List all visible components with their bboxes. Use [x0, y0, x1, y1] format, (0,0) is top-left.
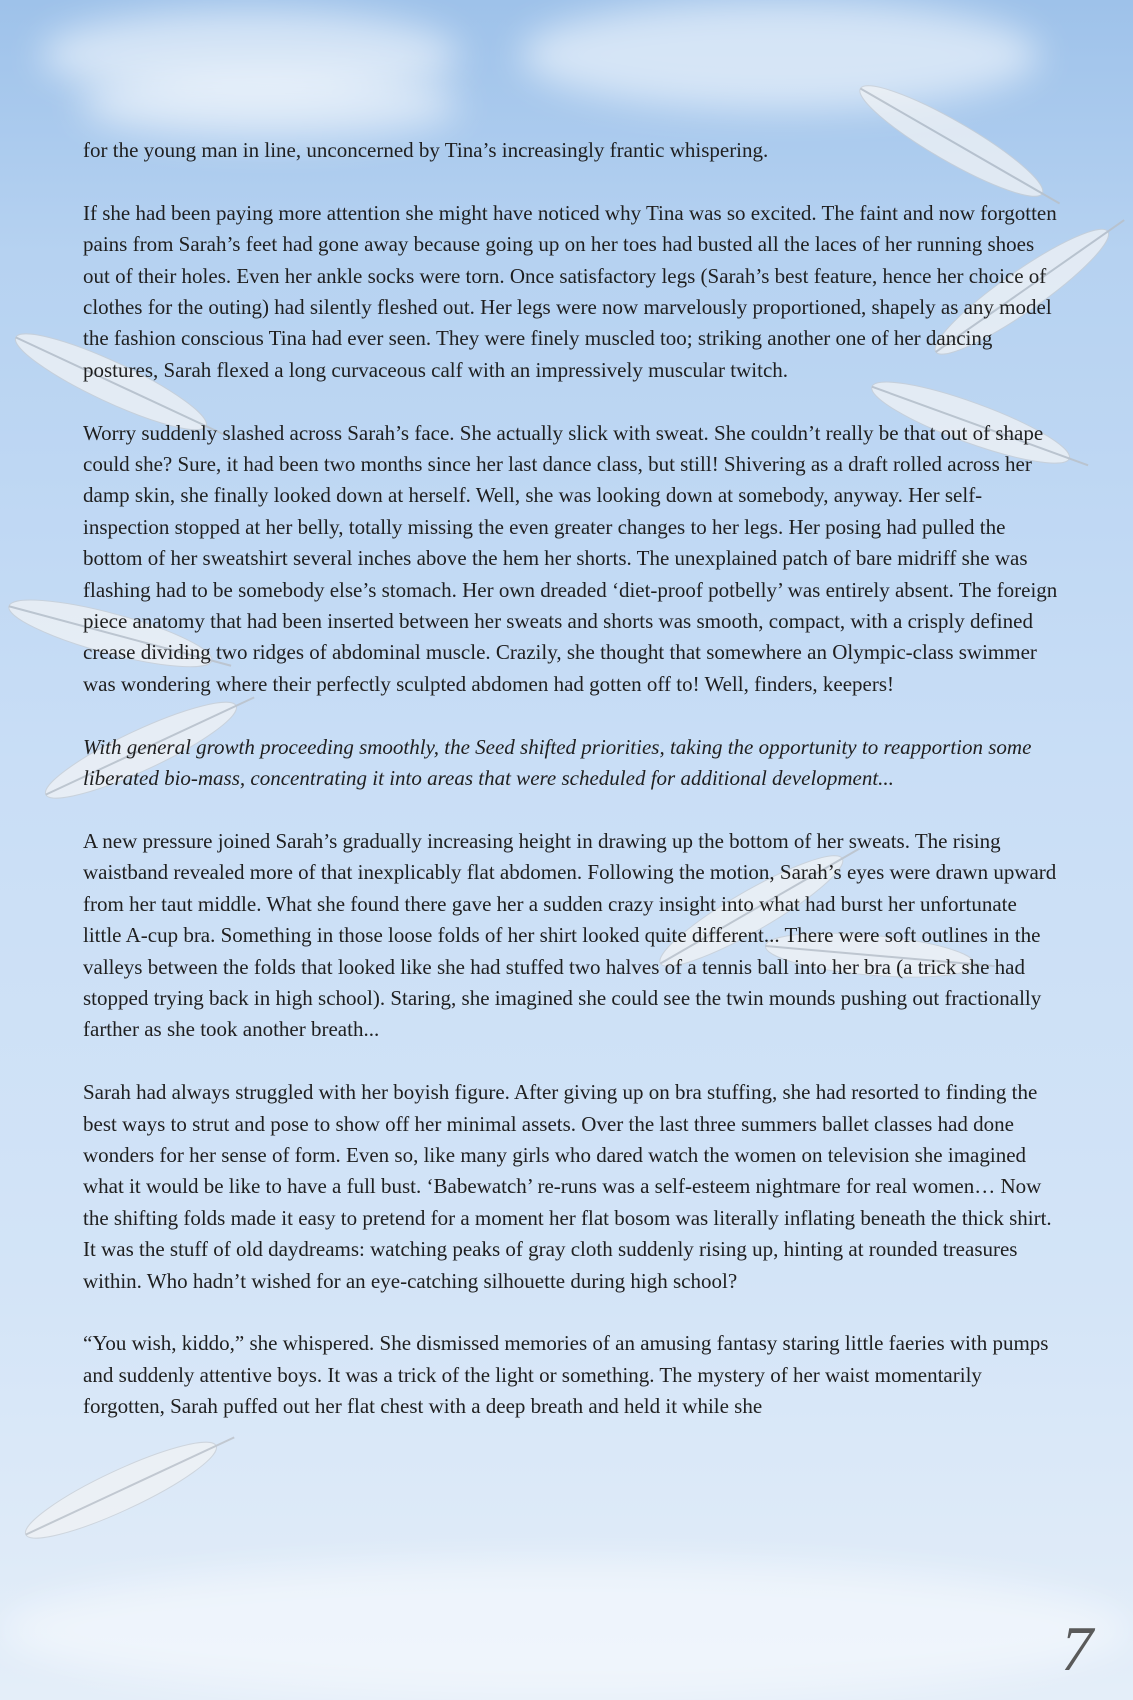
page-number: 7: [1061, 1613, 1093, 1684]
cloud-decoration: [0, 1560, 1133, 1700]
paragraph: A new pressure joined Sarah’s gradually increasing height in drawing up the bottom of her sweats. The rising waistband revealed more of that inexplicably flat abdomen. Following the motion, Sarah’s eyes were drawn upward from her taut middle. What she found there gave her a sudden crazy insight into what had burst her unfortunate little A-cup bra. Something in those loose folds of her shirt looked quite different... There were soft outlines in the valleys between the folds that looked like she had stuffed two halves of a tennis ball into her bra (a trick she had stopped trying back in high school). Staring, she imagined she could see the twin mounds pushing out fractionally farther as she took another breath...: [83, 828, 1057, 1042]
paragraph: “You wish, kiddo,” she whispered. She dismissed memories of an amusing fantasy staring little faeries with pumps and suddenly attentive boys. It was a trick of the light or something. The mystery of her waist momentarily forgotten, Sarah puffed out her flat chest with a deep breath and held it while she: [83, 1331, 1049, 1419]
paragraph: Worry suddenly slashed across Sarah’s face. She actually slick with sweat. She couldn’t really be that out of shape could she? Sure, it had been two months since her last dance class, but still! Shivering as a draft rolled across her damp skin, she finally looked down at herself. Well, she was looking down at somebody, anyway. Her self-inspection stopped at her belly, totally missing the even greater changes to her legs. Her posing had pulled the bottom of her sweatshirt several inches above the hem her shorts. The unexplained patch of bare midriff she was flashing had to be somebody else’s stomach. Her own dreaded ‘diet-proof potbelly’ was entirely absent. The foreign piece anatomy that had been inserted between her sweats and shorts was smooth, compact, with a crisply defined crease dividing two ridges of abdominal muscle. Crazily, she thought that somewhere an Olympic-class swimmer was wondering where their perfectly sculpted abdomen had gotten off to! Well, finders, keepers!: [83, 420, 1058, 696]
body-text: [83, 135, 1058, 1454]
paragraph: Sarah had always struggled with her boyish figure. After giving up on bra stuffing, she had resorted to finding the best ways to strut and pose to show off her minimal assets. Over the last three summers ballet classes had done wonders for her sense of form. Even so, like many girls who dared watch the women on television she imagined what it would be like to have a full bust. ‘Babewatch’ re-runs was a self-esteem nightmare for real women… Now the shifting folds made it easy to pretend for a moment her flat bosom was literally inflating beneath the thick shirt. It was the stuff of old daydreams: watching peaks of gray cloth suddenly rising up, hinting at rounded treasures within. Who hadn’t wished for an eye-catching silhouette during high school?: [83, 1080, 1052, 1293]
cloud-decoration: [80, 70, 460, 140]
cloud-decoration: [520, 0, 1040, 110]
paragraph: If she had been paying more attention she might have noticed why Tina was so excited. The faint and now forgotten pains from Sarah’s feet had gone away because going up on her toes had busted all the laces of her running shoes out of their holes. Even her ankle socks were torn. Once satisfactory legs (Sarah’s best feature, hence her choice of clothes for the outing) had silently fleshed out. Her legs were now marvelously proportioned, shapely as any model the fashion conscious Tina had ever seen. They were finely muscled too; striking another one of her dancing postures, Sarah flexed a long curvaceous calf with an impressively muscular twitch.: [83, 200, 1057, 382]
paragraph: for the young man in line, unconcerned by Tina’s increasingly frantic whispering.: [83, 138, 769, 162]
italic-paragraph: With general growth proceeding smoothly, the Seed shifted priorities, taking the opportunity to reapportion some liberated bio-mass, concentrating it into areas that were scheduled for additional development...: [83, 734, 1032, 791]
